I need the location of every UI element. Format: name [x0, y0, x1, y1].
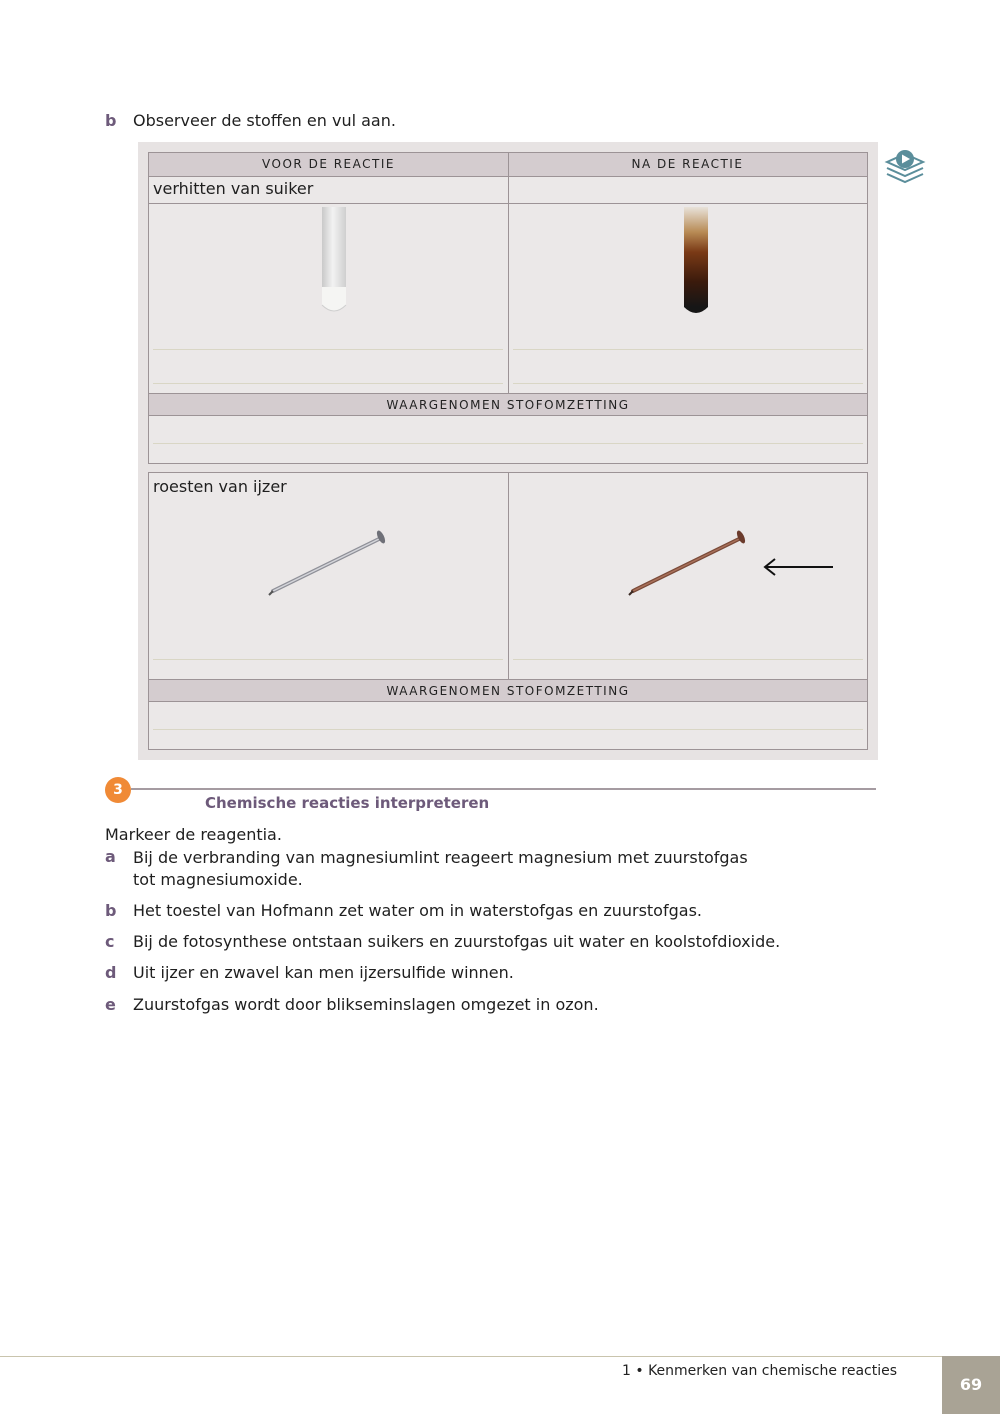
observed-header-1: WAARGENOMEN STOFOMZETTING: [149, 393, 867, 416]
item-text: Bij de verbranding van magnesiumlint reageert magnesium met zuurstofgas tot magnesiumoxide.: [133, 848, 748, 889]
row-label-iron: roesten van ijzer: [153, 477, 287, 496]
item-letter: d: [105, 963, 117, 982]
layers-play-icon[interactable]: [884, 148, 926, 190]
item-letter: c: [105, 932, 115, 951]
header-before: VOOR DE REACTIE: [149, 153, 508, 177]
instruction: Markeer de reagentia.: [105, 825, 282, 844]
test-tube-white-sugar: [319, 207, 349, 323]
nail-clean: [267, 525, 389, 601]
page-number: 69: [942, 1356, 1000, 1414]
item-text: Uit ijzer en zwavel kan men ijzersulfide winnen.: [133, 963, 514, 982]
table-iron: [148, 472, 868, 750]
exercise-number-badge: 3: [105, 777, 131, 803]
header-after: NA DE REACTIE: [508, 153, 867, 177]
chapter-footer: 1 • Kenmerken van chemische reacties: [622, 1363, 898, 1379]
test-tube-burnt-sugar: [681, 207, 711, 323]
arrow-left-icon: [761, 557, 835, 581]
item-letter: b: [105, 901, 117, 920]
section-rule: [131, 788, 876, 790]
observed-header-2: WAARGENOMEN STOFOMZETTING: [149, 679, 867, 702]
item-text: Zuurstofgas wordt door blikseminslagen omgezet in ozon.: [133, 995, 599, 1014]
item-letter: e: [105, 995, 116, 1014]
nail-rusty: [627, 525, 749, 601]
item-text: Bij de fotosynthese ontstaan suikers en zuurstofgas uit water en koolstofdioxide.: [133, 932, 781, 951]
row-label-sugar: verhitten van suiker: [153, 179, 314, 198]
question-text: Observeer de stoffen en vul aan.: [133, 111, 396, 130]
question-letter: b: [105, 111, 117, 130]
worksheet-frame: [138, 142, 878, 760]
table-sugar: [148, 152, 868, 464]
section-title: Chemische reacties interpreteren: [205, 794, 490, 812]
footer-rule: [0, 1356, 942, 1357]
item-text: Het toestel van Hofmann zet water om in waterstofgas en zuurstofgas.: [133, 901, 702, 920]
item-letter: a: [105, 847, 116, 866]
